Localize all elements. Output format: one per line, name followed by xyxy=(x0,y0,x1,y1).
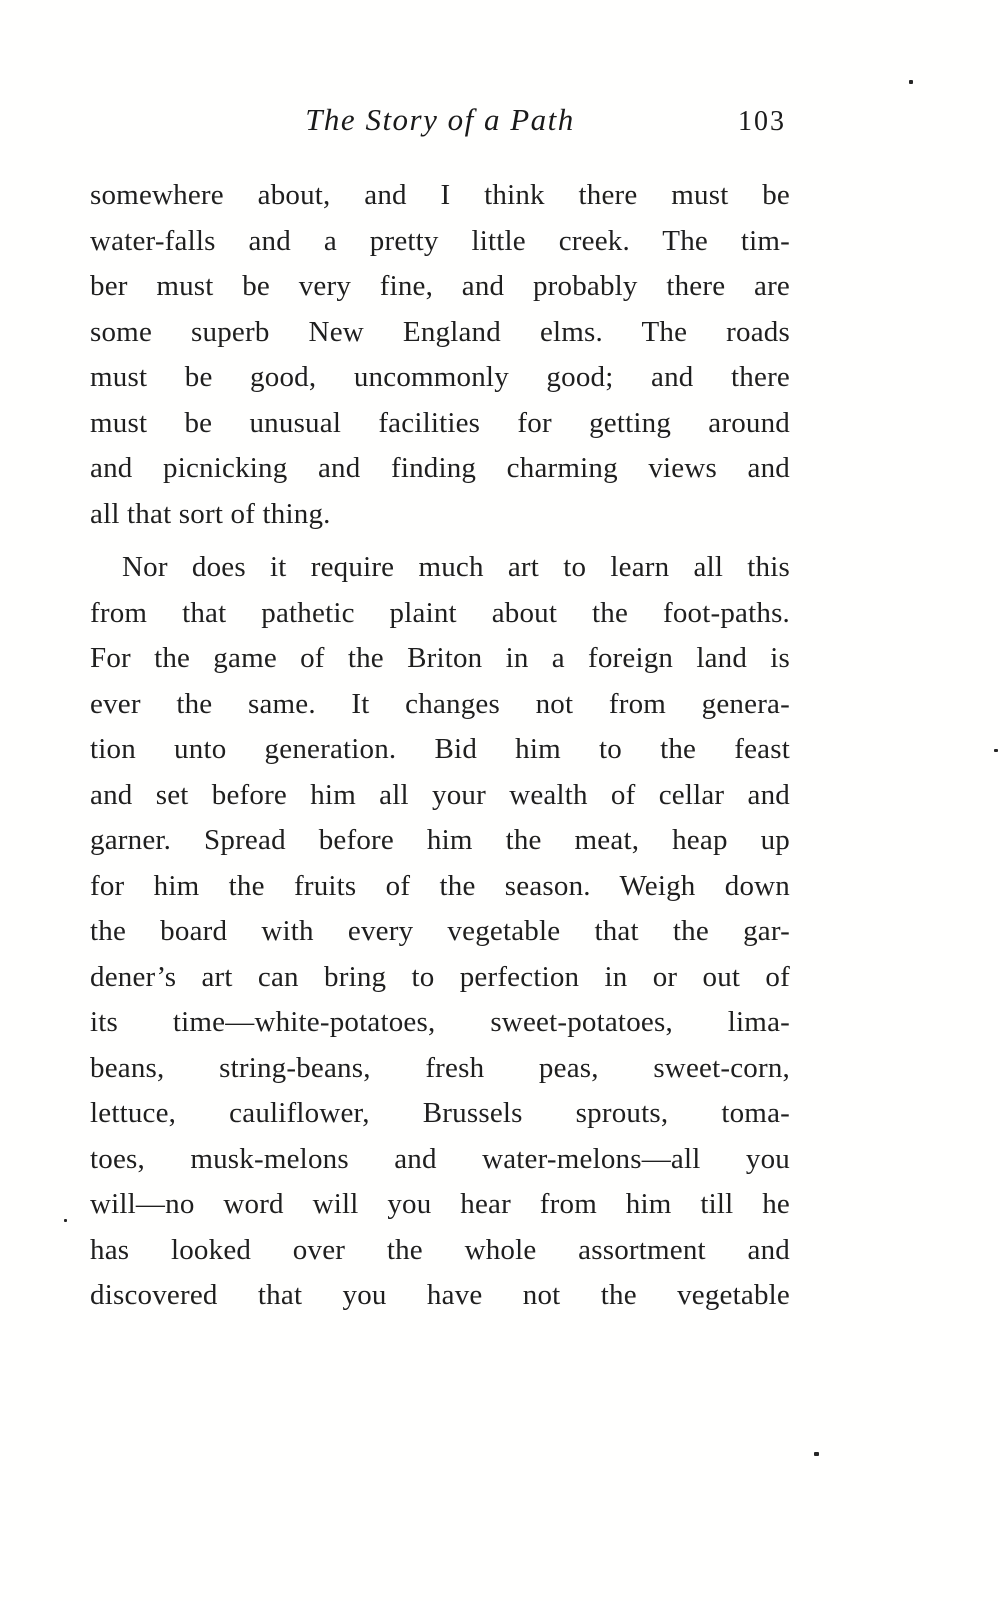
text-line: For the game of the Briton in a foreign land is xyxy=(90,642,790,674)
text-line: and set before him all your wealth of cellar and xyxy=(90,778,790,811)
text-line: must be unusual facilities for getting around xyxy=(90,406,790,439)
text-line: from that pathetic plaint about the foot-paths. xyxy=(90,596,790,629)
text-line: discovered that you have not the vegetable xyxy=(90,1279,790,1311)
text-line: lettuce, cauliflower, Brussels sprouts, toma- xyxy=(90,1097,790,1129)
page-header xyxy=(90,102,790,138)
text-line: water-falls and a pretty little creek. The tim- xyxy=(90,224,790,257)
text-line: beans, string-beans, fresh peas, sweet-corn, xyxy=(90,1051,790,1084)
text-line: the board with every vegetable that the gar- xyxy=(90,915,790,947)
text-line: for him the fruits of the season. Weigh down xyxy=(90,869,790,902)
text-line: some superb New England elms. The roads xyxy=(90,315,790,348)
text-line: ber must be very fine, and probably there are xyxy=(90,270,790,302)
body-text xyxy=(90,173,790,1319)
text-line: somewhere about, and I think there must be xyxy=(90,179,790,211)
text-line: Nor does it require much art to learn all this xyxy=(122,551,790,583)
text-line: dener’s art can bring to perfection in or out of xyxy=(90,960,790,993)
text-line: its time—white-potatoes, sweet-potatoes, lima- xyxy=(90,1006,790,1038)
text-line: toes, musk-melons and water-melons—all you xyxy=(90,1142,790,1175)
text-line: must be good, uncommonly good; and there xyxy=(90,361,790,393)
text-line: and picnicking and finding charming views and xyxy=(90,452,790,484)
scan-speck xyxy=(909,80,913,84)
text-line: will—no word will you hear from him till he xyxy=(90,1188,790,1220)
page-number: 103 xyxy=(738,106,786,137)
text-line: all that sort of thing. xyxy=(90,497,331,530)
paragraph xyxy=(90,173,790,537)
text-line: tion unto generation. Bid him to the feast xyxy=(90,733,790,765)
paragraph xyxy=(90,545,790,1319)
text-line: garner. Spread before him the meat, heap up xyxy=(90,824,790,856)
text-line: ever the same. It changes not from genera- xyxy=(90,687,790,720)
running-title: The Story of a Path xyxy=(305,102,575,137)
scan-speck xyxy=(814,1452,819,1456)
scan-speck xyxy=(64,1219,67,1222)
scan-speck xyxy=(994,749,998,752)
text-line: has looked over the whole assortment and xyxy=(90,1233,790,1266)
